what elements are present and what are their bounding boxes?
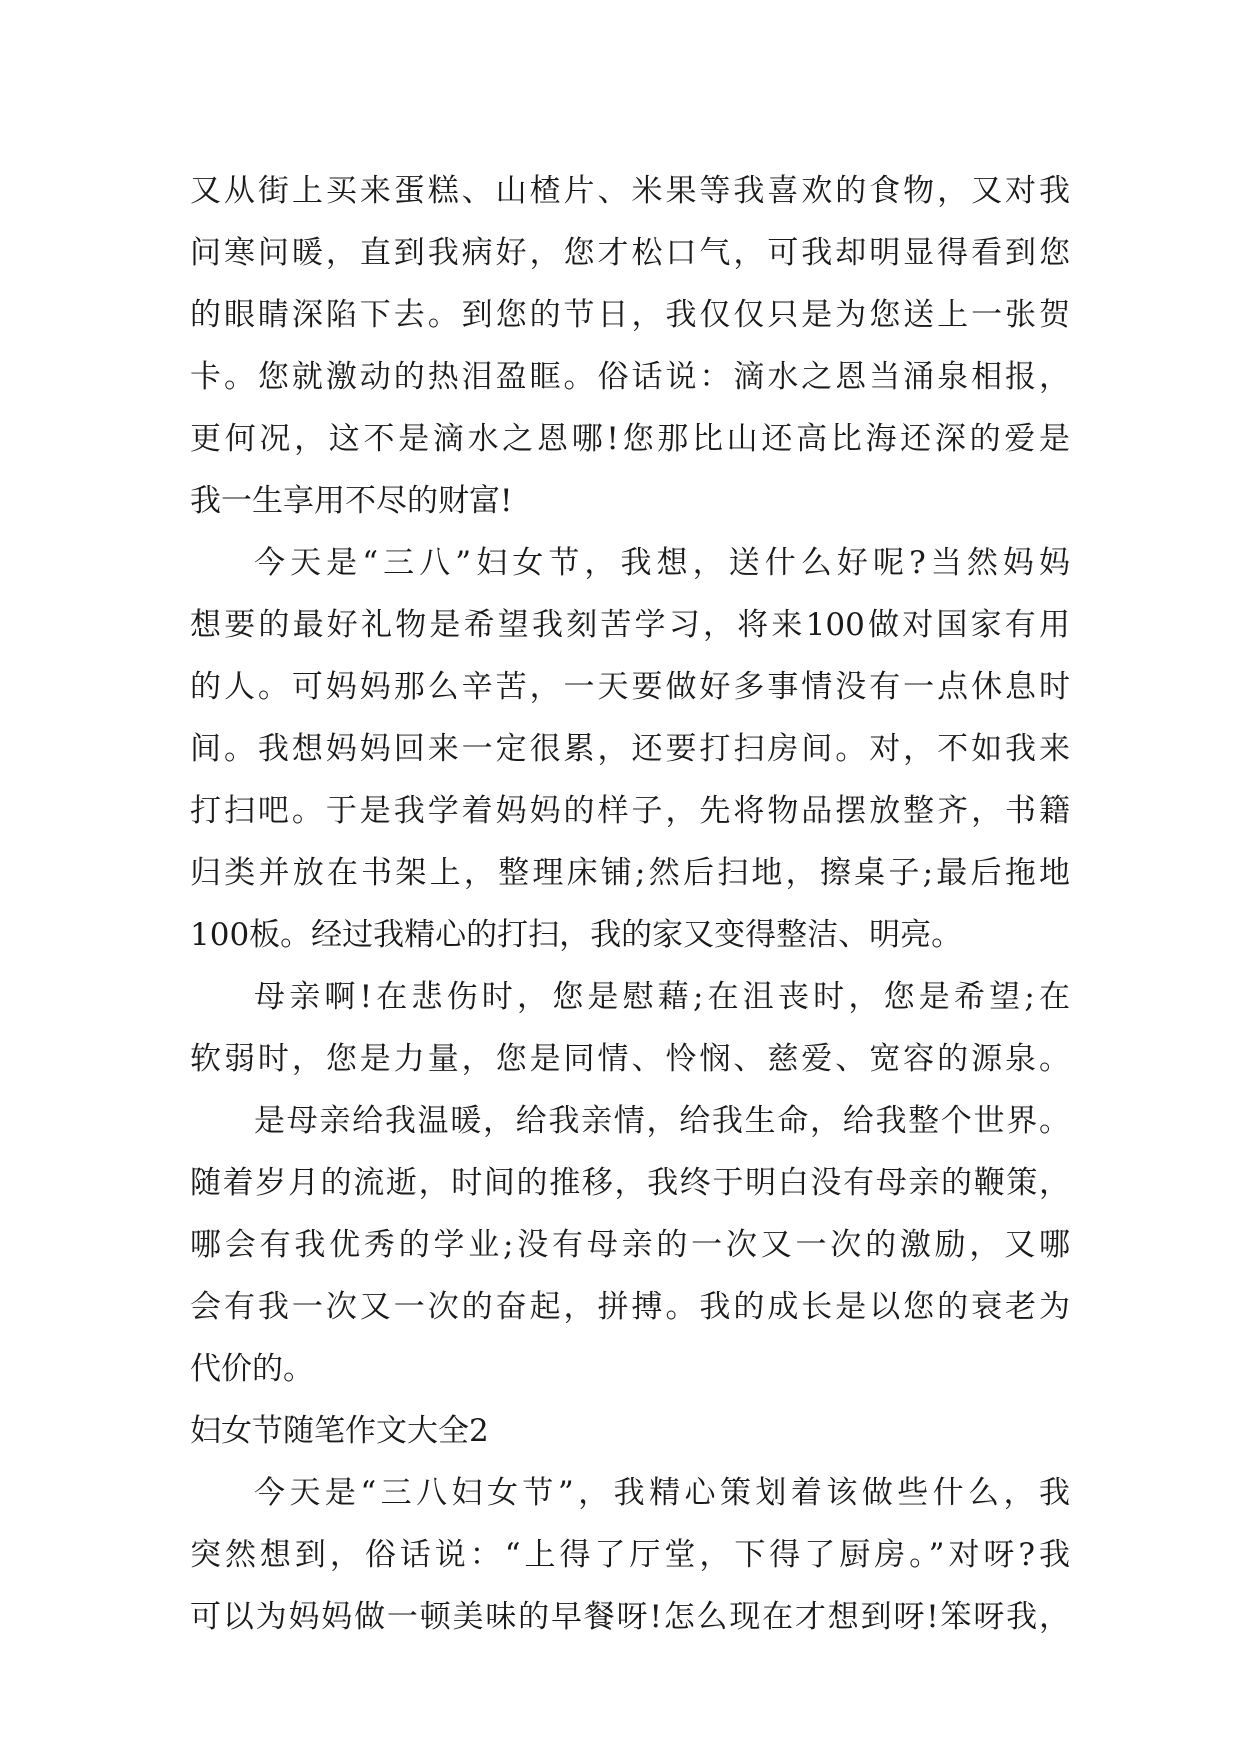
text-line: 间。我想妈妈回来一定很累，还要打扫房间。对，不如我来 [190,731,1070,767]
text-line: 哪会有我优秀的学业;没有母亲的一次又一次的激励，又哪 [190,1227,1070,1263]
text-line: 突然想到，俗话说：“上得了厅堂，下得了厨房。”对呀?我 [190,1537,1070,1573]
paragraph-first-line: 母亲啊!在悲伤时，您是慰藉;在沮丧时，您是希望;在 [254,979,1070,1015]
text-line: 归类并放在书架上，整理床铺;然后扫地，擦桌子;最后拖地 [190,855,1070,891]
text-line: 可以为妈妈做一顿美味的早餐呀!怎么现在才想到呀!笨呀我， [190,1599,1070,1635]
paragraph-first-line: 是母亲给我温暖，给我亲情，给我生命，给我整个世界。 [254,1103,1070,1139]
text-line: 100板。经过我精心的打扫，我的家又变得整洁、明亮。 [190,917,963,953]
text-line: 卡。您就激动的热泪盈眶。俗话说：滴水之恩当涌泉相报， [190,359,1070,395]
section-heading: 妇女节随笔作文大全2 [190,1413,489,1449]
text-line: 又从街上买来蛋糕、山楂片、米果等我喜欢的食物，又对我 [190,173,1070,209]
text-line: 代价的。 [190,1351,314,1387]
text-line: 软弱时，您是力量，您是同情、怜悯、慈爱、宽容的源泉。 [190,1041,1070,1077]
paragraph-first-line: 今天是“三八妇女节”，我精心策划着该做些什么，我 [254,1475,1070,1511]
text-line: 更何况，这不是滴水之恩哪!您那比山还高比海还深的爱是 [190,421,1070,457]
text-line: 想要的最好礼物是希望我刻苦学习，将来100做对国家有用 [190,607,1070,643]
text-line: 打扫吧。于是我学着妈妈的样子，先将物品摆放整齐，书籍 [190,793,1070,829]
text-line: 问寒问暖，直到我病好，您才松口气，可我却明显得看到您 [190,235,1070,271]
text-line: 会有我一次又一次的奋起，拼搏。我的成长是以您的衰老为 [190,1289,1070,1325]
document-page [190,160,1070,1648]
text-line: 随着岁月的流逝，时间的推移，我终于明白没有母亲的鞭策， [190,1165,1070,1201]
text-line: 的眼睛深陷下去。到您的节日，我仅仅只是为您送上一张贺 [190,297,1070,333]
text-line: 我一生享用不尽的财富! [190,483,513,519]
text-line: 的人。可妈妈那么辛苦，一天要做好多事情没有一点休息时 [190,669,1070,705]
paragraph-first-line: 今天是“三八”妇女节，我想，送什么好呢?当然妈妈 [254,545,1070,581]
